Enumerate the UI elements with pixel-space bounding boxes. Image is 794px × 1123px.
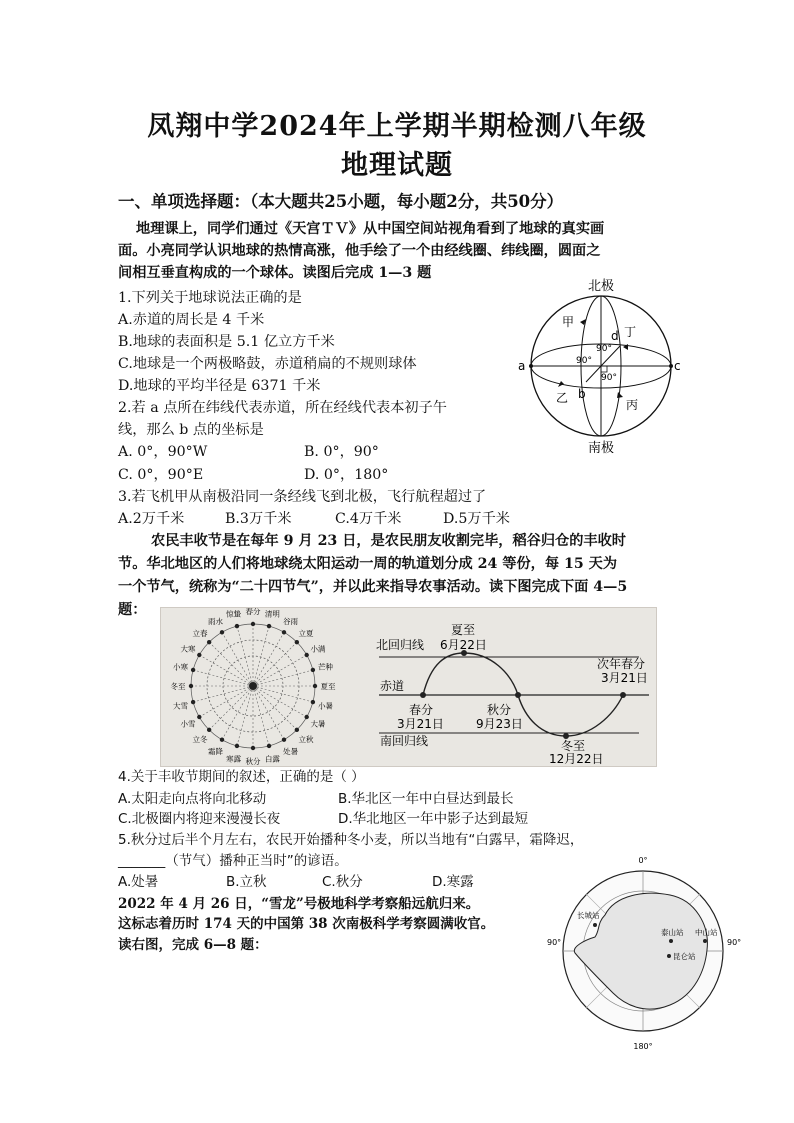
- term-dot: [311, 668, 315, 672]
- globe-north-label: 北极: [587, 279, 615, 294]
- term-label: 大寒: [180, 644, 196, 654]
- q2-option-b: B. 0°，90°: [304, 444, 379, 460]
- term-label: 清明: [264, 609, 280, 619]
- summer-label: 夏至: [451, 623, 476, 637]
- term-label: 小雪: [180, 719, 196, 729]
- term-label: 霜降: [208, 746, 223, 756]
- q4-option-a: A.太阳走向点将向北移动: [118, 791, 267, 807]
- q2-stem2: 线，那么 b 点的坐标是: [118, 422, 264, 438]
- term-label: 寒露: [226, 754, 242, 764]
- q4-option-b: B.华北区一年中白昼达到最长: [338, 791, 514, 807]
- q2-stem1: 2.若 a 点所在纬线代表赤道，所在经线代表本初子午: [118, 400, 447, 416]
- term-label: 大雪: [173, 701, 189, 711]
- term-dot: [304, 715, 308, 719]
- great-wall-dot: [593, 923, 597, 927]
- autumn-label: 秋分: [487, 703, 512, 717]
- term-dot: [313, 684, 317, 688]
- term-label: 处暑: [283, 746, 298, 756]
- terms-wheel: [161, 608, 656, 766]
- term-dot: [304, 653, 308, 657]
- term-label: 夏至: [320, 682, 336, 691]
- next-spring-label: 次年春分: [597, 657, 646, 671]
- term-label: 立春: [192, 628, 208, 638]
- term-dot: [251, 622, 255, 626]
- angle-label-3: 90°: [601, 373, 617, 383]
- point-c-dot: [669, 364, 673, 368]
- antarctic-map: [545, 855, 745, 1051]
- q3-option-c: C.4万千米: [335, 511, 402, 527]
- next-spring-date: 3月21日: [601, 671, 648, 685]
- sun-icon: [249, 682, 257, 690]
- term-label: 芒种: [317, 662, 333, 672]
- point-a-label: a: [518, 359, 526, 373]
- point-a-dot: [529, 364, 533, 368]
- term-label: 谷雨: [283, 617, 298, 627]
- intro3-line2: 这标志着历时 174 天的中国第 38 次南极科学考察圆满收官。: [118, 916, 495, 932]
- term-dot: [282, 737, 286, 741]
- kunlun-label: 昆仑站: [673, 952, 696, 961]
- wheel-spoke: [253, 686, 297, 730]
- taishan-dot: [669, 939, 673, 943]
- plane-ding-label: 丁: [624, 325, 637, 339]
- term-label: 小寒: [173, 662, 189, 672]
- q2-option-d: D. 0°，180°: [304, 467, 389, 483]
- term-dot: [220, 737, 224, 741]
- term-dot: [197, 653, 201, 657]
- q4-stem: 4.关于丰收节期间的叙述，正确的是（ ）: [118, 769, 365, 785]
- winter-label: 冬至: [561, 739, 586, 753]
- intro2-line1: 农民丰收节是在每年 9 月 23 日，是农民朋友收割完毕，稻谷归仓的丰收时: [151, 533, 626, 549]
- intro2-line3: 一个节气，统称为“二十四节气”，并以此来指导农事活动。读下图完成下面 4—5: [118, 579, 628, 595]
- intro2-line2: 节。华北地区的人们将地球绕太阳运动一周的轨道划分成 24 等份，每 15 天为: [118, 556, 618, 572]
- term-dot: [235, 744, 239, 748]
- term-label: 惊蛰: [226, 609, 242, 619]
- equator-label: 赤道: [380, 679, 405, 693]
- intro1-line2: 面。小亮同学认识地球的热情高涨，他手绘了一个由经线圈、纬线圈，圆面之: [118, 243, 601, 259]
- term-label: 冬至: [170, 682, 186, 691]
- term-dot: [295, 728, 299, 732]
- q5-option-b: B.立秋: [226, 874, 267, 890]
- term-label: 秋分: [245, 757, 261, 766]
- q3-option-b: B.3万千米: [225, 511, 292, 527]
- angle-label-1: 90°: [576, 356, 592, 366]
- wheel-spoke: [237, 626, 253, 686]
- spring-date: 3月21日: [397, 717, 444, 731]
- wheel-spoke: [193, 686, 253, 702]
- q5-option-a: A.处暑: [118, 874, 159, 890]
- point-c-label: c: [674, 359, 681, 373]
- solar-terms-figure: [160, 607, 657, 767]
- term-dot: [207, 640, 211, 644]
- lon-right-label: 90°: [727, 938, 742, 947]
- next-spring-dot: [620, 692, 626, 698]
- q1-stem: 1.下列关于地球说法正确的是: [118, 290, 302, 306]
- wheel-spoke: [253, 655, 307, 686]
- q5-option-c: C.秋分: [322, 874, 363, 890]
- summer-date: 6月22日: [440, 638, 487, 652]
- term-dot: [267, 624, 271, 628]
- q1-option-d: D.地球的平均半径是 6371 千米: [118, 378, 321, 394]
- q2-option-c: C. 0°，90°E: [118, 467, 204, 483]
- lon-left-label: 90°: [547, 938, 562, 947]
- tropic-south-label: 南回归线: [380, 734, 429, 748]
- zhongshan-dot: [703, 939, 707, 943]
- q2-option-a: A. 0°，90°W: [118, 444, 208, 460]
- term-dot: [207, 728, 211, 732]
- term-label: 雨水: [208, 617, 223, 627]
- plane-yi-label: 乙: [556, 391, 569, 405]
- q5-option-d: D.寒露: [432, 874, 474, 890]
- tropic-north-label: 北回归线: [376, 638, 425, 652]
- autumn-dot: [515, 692, 521, 698]
- section-heading: 一、单项选择题：（本大题共25小题，每小题2分，共50分）: [118, 192, 564, 211]
- q1-option-a: A.赤道的周长是 4 千米: [118, 312, 265, 328]
- page-subtitle: 地理试题: [341, 150, 453, 181]
- wheel-spoke: [253, 686, 284, 740]
- intro3-line1: 2022 年 4 月 26 日，“雪龙”号极地科学考察船远航归来。: [118, 896, 480, 912]
- lon-top-label: 0°: [638, 856, 648, 865]
- wheel-spoke: [222, 632, 253, 686]
- q4-option-c: C.北极圈内将迎来漫漫长夜: [118, 811, 281, 827]
- wheel-spoke: [209, 642, 253, 686]
- globe-figure: [508, 272, 690, 456]
- term-dot: [267, 744, 271, 748]
- term-label: 白露: [264, 754, 280, 764]
- kunlun-dot: [667, 954, 671, 958]
- globe-south-label: 南极: [587, 441, 615, 456]
- term-label: 小暑: [317, 701, 333, 711]
- taishan-label: 泰山站: [661, 928, 684, 937]
- intro2-line4: 题：: [118, 602, 147, 618]
- q1-option-b: B.地球的表面积是 5.1 亿立方千米: [118, 334, 335, 350]
- wheel-spoke: [253, 642, 297, 686]
- term-dot: [191, 700, 195, 704]
- q5-line2: _______（节气）播种正当时”的谚语。: [118, 853, 348, 869]
- term-dot: [191, 668, 195, 672]
- winter-date: 12月22日: [549, 752, 604, 766]
- plane-bing-label: 丙: [626, 398, 639, 412]
- q3-option-a: A.2万千米: [118, 511, 185, 527]
- term-label: 立冬: [192, 735, 208, 745]
- page-title: 凤翔中学2024年上学期半期检测八年级: [147, 111, 647, 142]
- wheel-spoke: [209, 686, 253, 730]
- wheel-spoke: [253, 686, 313, 702]
- autumn-date: 9月23日: [476, 717, 523, 731]
- term-dot: [235, 624, 239, 628]
- great-wall-label: 长城站: [577, 911, 600, 920]
- term-label: 春分: [245, 608, 261, 616]
- intro1-line3: 间相互垂直构成的一个球体。读图后完成 1—3 题: [118, 265, 432, 281]
- term-label: 立夏: [298, 628, 314, 638]
- spring-label: 春分: [409, 703, 434, 717]
- point-d-label: d: [611, 329, 619, 343]
- term-dot: [295, 640, 299, 644]
- q1-option-c: C.地球是一个两极略鼓，赤道稍扁的不规则球体: [118, 356, 417, 372]
- wheel-spoke: [199, 686, 253, 717]
- zhongshan-label: 中山站: [695, 928, 718, 937]
- term-dot: [311, 700, 315, 704]
- intro1-line1: 地理课上，同学们通过《天宫ＴＶ》从中国空间站视角看到了地球的真实画: [136, 221, 605, 237]
- q5-line1: 5.秋分过后半个月左右，农民开始播种冬小麦，所以当地有“白露早，霜降迟，: [118, 832, 584, 848]
- term-label: 大暑: [310, 719, 326, 729]
- term-dot: [197, 715, 201, 719]
- term-dot: [251, 746, 255, 750]
- term-dot: [189, 684, 193, 688]
- term-dot: [220, 630, 224, 634]
- radius-b: [586, 366, 601, 382]
- intro3-line3: 读右图，完成 6—8 题：: [118, 937, 268, 953]
- angle-label-2: 90°: [596, 344, 612, 354]
- term-label: 立秋: [298, 735, 314, 745]
- term-dot: [282, 630, 286, 634]
- right-angle-mark: [601, 366, 607, 372]
- spring-dot: [420, 692, 426, 698]
- q3-option-d: D.5万千米: [443, 511, 510, 527]
- q3-stem: 3.若飞机甲从南极沿同一条经线飞到北极，飞行航程超过了: [118, 489, 487, 505]
- lon-bottom-label: 180°: [633, 1042, 653, 1051]
- plane-jia-label: 甲: [562, 315, 575, 329]
- q4-option-d: D.华北地区一年中影子达到最短: [338, 811, 529, 827]
- wheel-spoke: [253, 626, 269, 686]
- point-b-label: b: [578, 387, 586, 401]
- term-label: 小满: [310, 644, 326, 654]
